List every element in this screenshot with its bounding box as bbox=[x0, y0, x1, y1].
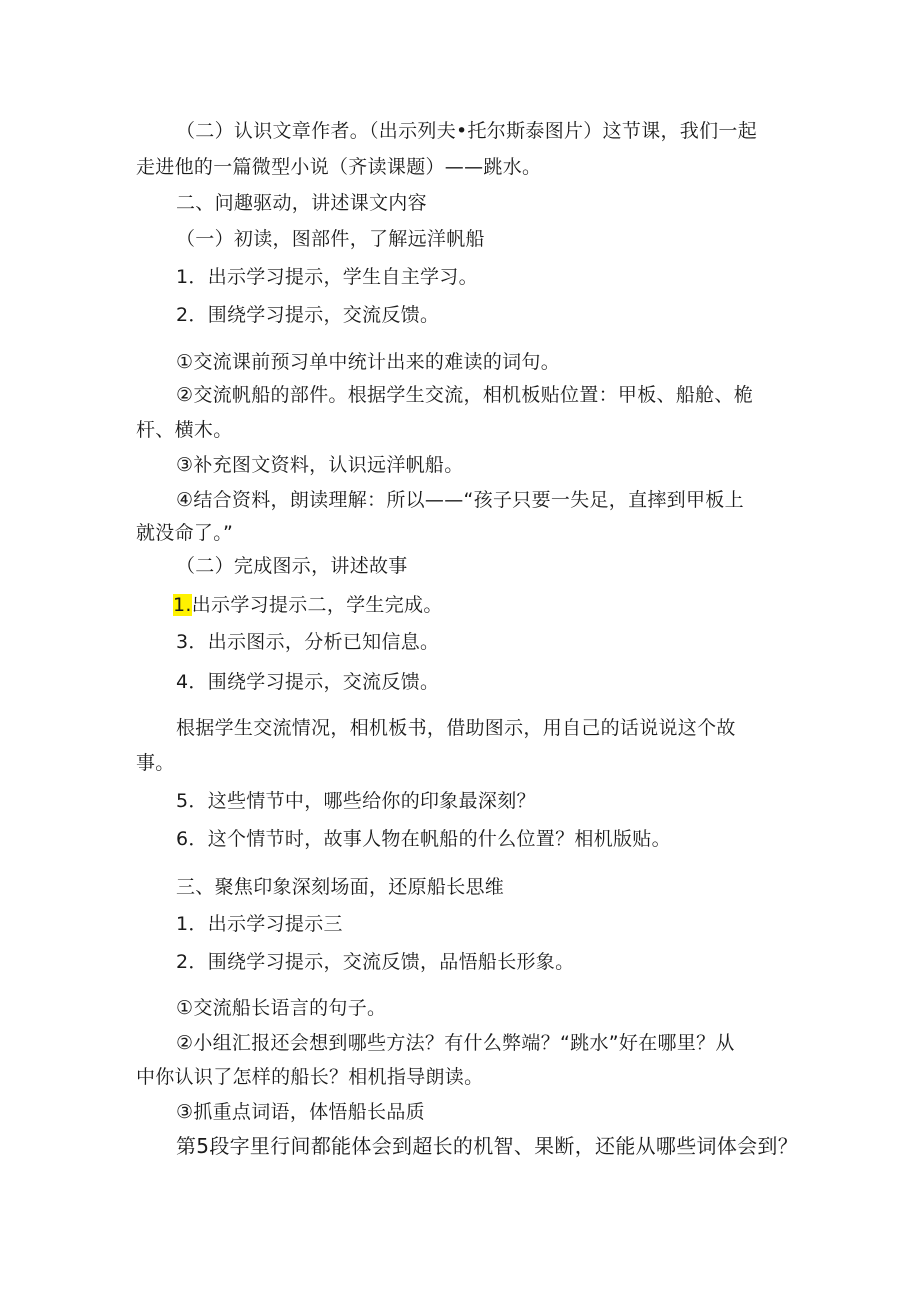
subsection-heading: （一）初读，图部件，了解远洋帆船 bbox=[176, 228, 485, 250]
paragraph-line: 就没命了。” bbox=[136, 522, 234, 544]
paragraph-line: 杆、横木。 bbox=[136, 419, 233, 441]
paragraph-line: ③抓重点词语，体悟船长品质 bbox=[176, 1101, 425, 1123]
highlight-marker: 1. bbox=[173, 594, 192, 616]
paragraph-line: （二）认识文章作者。（出示列夫•托尔斯泰图片）这节课，我们一起 bbox=[176, 120, 758, 142]
paragraph-line: 根据学生交流情况，相机板书，借助图示，用自己的话说说这个故 bbox=[176, 717, 736, 739]
list-item: 1．出示学习提示三 bbox=[176, 913, 343, 935]
list-item: 1．出示学习提示，学生自主学习。 bbox=[176, 266, 478, 288]
list-item-text: 出示学习提示二，学生完成。 bbox=[191, 594, 443, 616]
list-item: 5．这些情节中，哪些给你的印象最深刻？ bbox=[176, 790, 536, 812]
list-item bbox=[173, 593, 443, 617]
paragraph-line: 走进他的一篇微型小说（齐读课题）——跳水。 bbox=[136, 156, 542, 178]
paragraph-line: ④结合资料，朗读理解：所以——“孩子只要一失足，直摔到甲板上 bbox=[176, 489, 744, 511]
list-item: 4．围绕学习提示，交流反馈。 bbox=[176, 671, 440, 693]
subsection-heading: （二）完成图示，讲述故事 bbox=[176, 555, 408, 577]
section-heading: 三、聚焦印象深刻场面，还原船长思维 bbox=[176, 876, 505, 898]
paragraph-line: 事。 bbox=[136, 752, 175, 774]
section-heading: 二、问趣驱动，讲述课文内容 bbox=[176, 192, 427, 214]
paragraph-line: ②小组汇报还会想到哪些方法？有什么弊端？“跳水”好在哪里？从 bbox=[176, 1032, 735, 1054]
paragraph-line: ②交流帆船的部件。根据学生交流，相机板贴位置：甲板、船舱、桅 bbox=[176, 384, 754, 406]
list-item: 3．出示图示，分析已知信息。 bbox=[176, 631, 440, 653]
list-item: 2．围绕学习提示，交流反馈，品悟船长形象。 bbox=[176, 951, 575, 973]
paragraph-line: ①交流船长语言的句子。 bbox=[176, 997, 387, 1019]
list-item: 6．这个情节时，故事人物在帆船的什么位置？相机版贴。 bbox=[176, 828, 671, 850]
paragraph-line: ③补充图文资料，认识远洋帆船。 bbox=[176, 454, 464, 476]
list-item: 2．围绕学习提示，交流反馈。 bbox=[176, 304, 440, 326]
paragraph-line: ①交流课前预习单中统计出来的难读的词句。 bbox=[176, 351, 561, 373]
paragraph-line: 第5段字里行间都能体会到超长的机智、果断，还能从哪些词体会到？ bbox=[176, 1134, 799, 1158]
paragraph-line: 中你认识了怎样的船长？相机指导朗读。 bbox=[136, 1066, 484, 1088]
